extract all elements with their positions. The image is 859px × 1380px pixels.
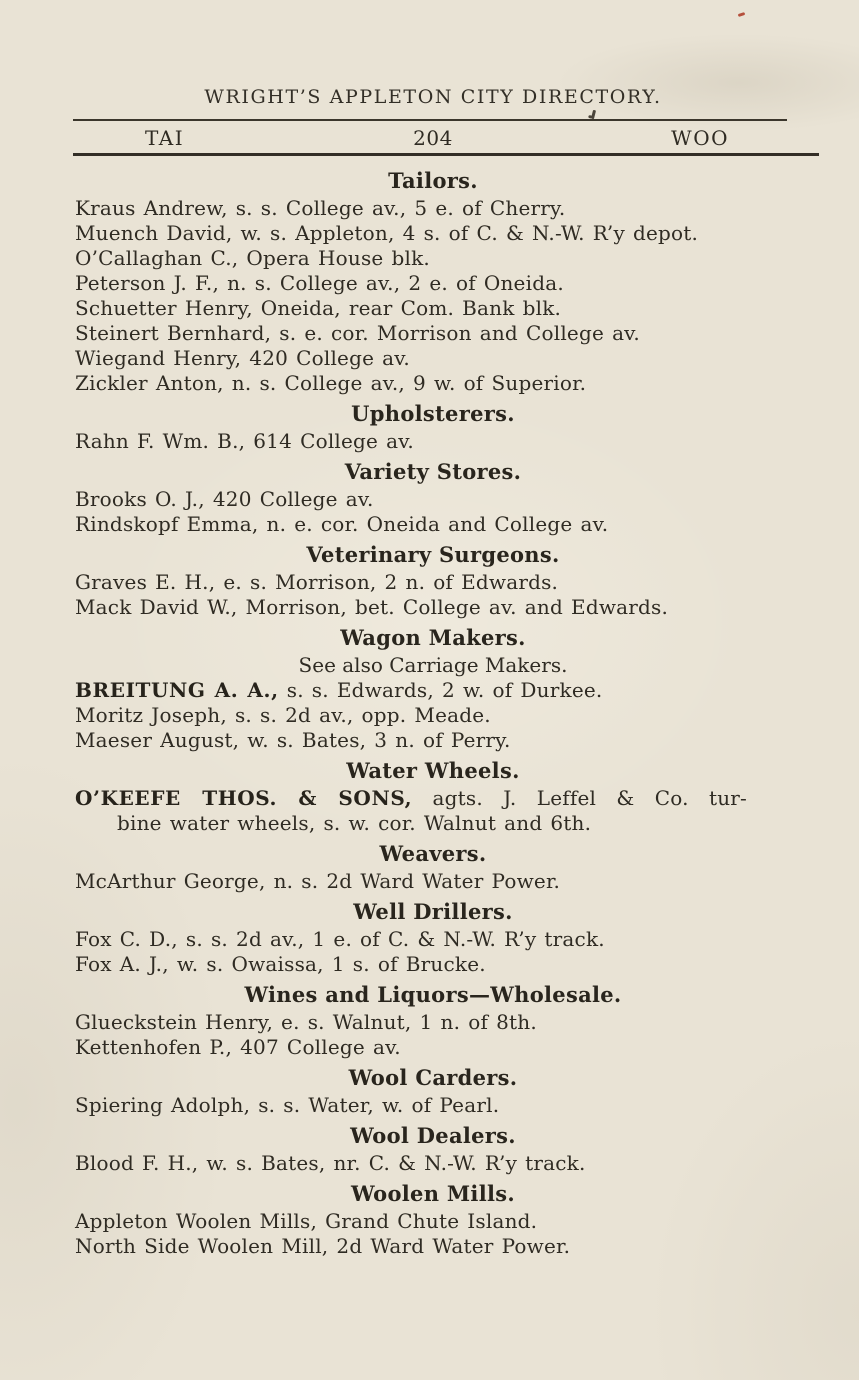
entry-text: Fox C. D., s. s. 2d av., 1 e. of C. & N.-W. R’y track.: [75, 927, 605, 951]
directory-entry: [75, 429, 791, 454]
entry-text: agts. J. Leffel & Co. tur-: [412, 786, 747, 810]
directory-entry: [75, 786, 747, 811]
directory-entry: [75, 703, 791, 728]
entry-text: Appleton Woolen Mills, Grand Chute Island.: [75, 1209, 538, 1233]
directory-entry: [75, 246, 791, 271]
directory-section: [75, 983, 791, 1060]
entry-text: Schuetter Henry, Oneida, rear Com. Bank blk.: [75, 296, 562, 320]
directory-entry: [75, 321, 791, 346]
section-heading: Wool Carders.: [348, 1065, 518, 1090]
section-heading: Woolen Mills.: [350, 1181, 515, 1206]
directory-entry: [75, 1035, 791, 1060]
page-header: [75, 119, 791, 156]
directory-section: [75, 460, 791, 537]
section-heading: Wines and Liquors—Wholesale.: [244, 982, 622, 1007]
entry-text: Wiegand Henry, 420 College av.: [75, 346, 410, 370]
directory-section: [75, 1182, 791, 1259]
entry-wrap-line: bine water wheels, s. w. cor. Walnut and 6th.: [117, 811, 592, 835]
red-ink-speck: [738, 12, 746, 17]
entry-name-bold: O’KEEFE THOS. & SONS,: [75, 786, 413, 810]
directory-entry: [75, 196, 791, 221]
section-heading: Variety Stores.: [344, 459, 522, 484]
entry-text: North Side Woolen Mill, 2d Ward Water Power.: [75, 1234, 571, 1258]
directory-section: [75, 626, 791, 753]
header-guide-right: WOO: [671, 126, 729, 150]
directory-section: [75, 1066, 791, 1118]
entry-text: Peterson J. F., n. s. College av., 2 e. of Oneida.: [75, 271, 564, 295]
entry-text: Kettenhofen P., 407 College av.: [75, 1035, 401, 1059]
directory-section: [75, 900, 791, 977]
section-heading: Wool Dealers.: [350, 1123, 516, 1148]
directory-entry: [75, 728, 791, 753]
section-heading: Weavers.: [379, 841, 487, 866]
directory-entry: [75, 221, 791, 246]
directory-entry: [75, 512, 791, 537]
directory-entry: [75, 1010, 791, 1035]
header-rule-top: [73, 119, 787, 121]
stray-ink-mark: [591, 110, 596, 119]
entry-text: Glueckstein Henry, e. s. Walnut, 1 n. of 8th.: [75, 1010, 537, 1034]
entry-text: s. s. Edwards, 2 w. of Durkee.: [278, 678, 603, 702]
header-rule-bottom: [73, 153, 819, 156]
entry-text: Graves E. H., e. s. Morrison, 2 n. of Edwards.: [75, 570, 559, 594]
entry-text: Maeser August, w. s. Bates, 3 n. of Perry.: [75, 728, 511, 752]
directory-entry: [75, 1151, 791, 1176]
directory-entry: [75, 1093, 791, 1118]
directory-section: [75, 759, 791, 836]
directory-entry: [75, 487, 791, 512]
section-heading: Water Wheels.: [346, 758, 520, 783]
directory-section: [75, 842, 791, 894]
directory-entry: [75, 570, 791, 595]
header-guide-left: TAI: [145, 126, 185, 150]
directory-running-title: WRIGHT’S APPLETON CITY DIRECTORY.: [204, 86, 662, 108]
entry-text: O’Callaghan C., Opera House blk.: [75, 246, 430, 270]
directory-entry: [75, 678, 791, 703]
entry-name-bold: BREITUNG A. A.,: [75, 678, 279, 702]
directory-section: [75, 169, 791, 396]
entry-text: Brooks O. J., 420 College av.: [75, 487, 374, 511]
section-note: See also Carriage Makers.: [298, 653, 568, 677]
directory-entry: [75, 271, 791, 296]
section-heading: Veterinary Surgeons.: [306, 542, 560, 567]
section-heading: Tailors.: [388, 168, 478, 193]
entry-text: Zickler Anton, n. s. College av., 9 w. of Superior.: [75, 371, 587, 395]
entry-text: Rahn F. Wm. B., 614 College av.: [75, 429, 414, 453]
entry-text: Fox A. J., w. s. Owaissa, 1 s. of Brucke.: [75, 952, 486, 976]
directory-entry: [75, 346, 791, 371]
entry-text: Muench David, w. s. Appleton, 4 s. of C. & N.-W. R’y depot.: [75, 221, 699, 245]
entry-text: Mack David W., Morrison, bet. College av. and Edwards.: [75, 595, 669, 619]
entry-text: Rindskopf Emma, n. e. cor. Oneida and College av.: [75, 512, 609, 536]
directory-entry: [75, 1209, 791, 1234]
directory-section: [75, 402, 791, 454]
section-heading: Well Drillers.: [353, 899, 513, 924]
entry-text: Moritz Joseph, s. s. 2d av., opp. Meade.: [75, 703, 491, 727]
directory-section: [75, 543, 791, 620]
directory-entry: [75, 595, 791, 620]
directory-entry: [75, 371, 791, 396]
entry-text: Blood F. H., w. s. Bates, nr. C. & N.-W. R’y track.: [75, 1151, 586, 1175]
directory-entry: [75, 869, 791, 894]
entry-text: Kraus Andrew, s. s. College av., 5 e. of Cherry.: [75, 196, 566, 220]
directory-entry: [75, 927, 791, 952]
page-number: 204: [413, 126, 453, 150]
directory-entry: [75, 952, 791, 977]
entry-text: Steinert Bernhard, s. e. cor. Morrison and College av.: [75, 321, 640, 345]
section-heading: Wagon Makers.: [340, 625, 526, 650]
directory-entry: [75, 1234, 791, 1259]
section-heading: Upholsterers.: [351, 401, 515, 426]
directory-section: [75, 1124, 791, 1176]
sections: [75, 169, 791, 1259]
entry-text: Spiering Adolph, s. s. Water, w. of Pearl.: [75, 1093, 500, 1117]
directory-page: [75, 86, 791, 1259]
directory-entry: [75, 296, 791, 321]
entry-text: McArthur George, n. s. 2d Ward Water Power.: [75, 869, 561, 893]
